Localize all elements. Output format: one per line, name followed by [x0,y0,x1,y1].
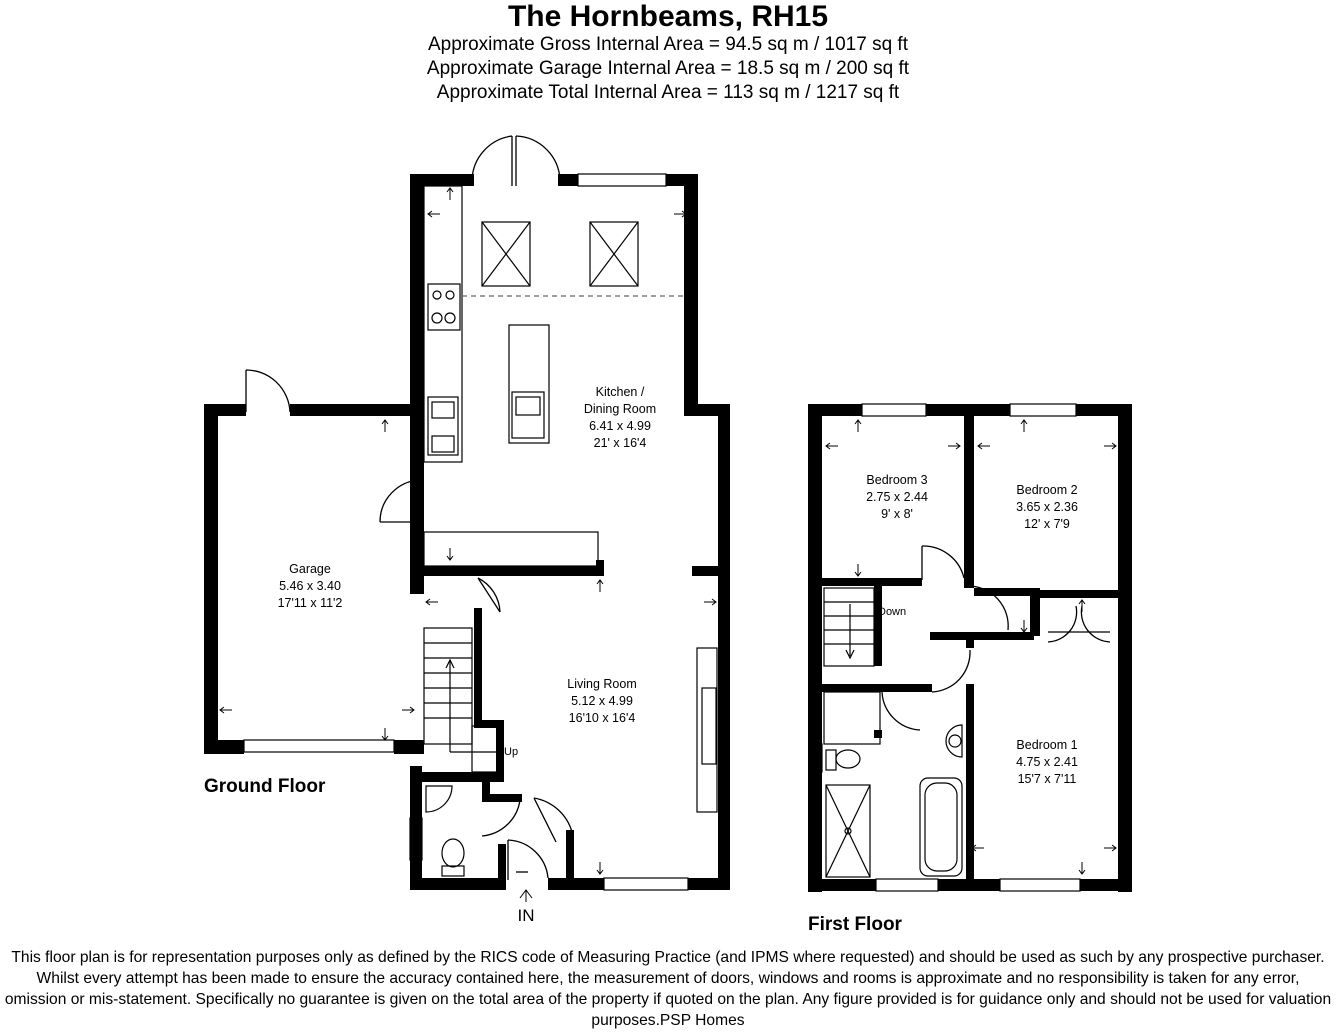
ground-stairs [424,628,500,772]
bedroom1-name: Bedroom 1 [1016,738,1078,752]
disclaimer-text: This floor plan is for representation purposes only as defined by the RICS code of Measuring Practice (and IPMS where requested) and should be used as such by any prospective purchaser. Whilst every attempt has been made to ensure the accuracy contained here, the measurement of doors, windows and rooms is approximate and no responsibility is taken for any error, omission or mis-statement. Specifically no guarantee is given on the total area of the property if quoted on the plan. Any figure provided is for guidance only and should not be used for valuation purposes.PSP Homes [4,949,1332,1029]
airing-cupboard [824,692,880,744]
first-floor-label: First Floor [808,914,902,935]
entrance-label: IN [517,906,535,925]
garage-area-text: Approximate Garage Internal Area = 18.5 sq m / 200 sq ft [426,58,910,79]
ground-floor-label: Ground Floor [204,776,326,797]
bath-icon [920,778,962,876]
fireplace [702,688,716,764]
bedroom2-metric: 3.65 x 2.36 [1016,500,1078,514]
kitchen-worktop [424,186,462,462]
basin-icon [426,786,452,812]
doors [246,136,1110,880]
bedroom3-name: Bedroom 3 [866,473,928,487]
gross-area-text: Approximate Gross Internal Area = 94.5 sq m / 1017 sq ft [427,34,908,55]
bedroom3-imperial: 9' x 8' [881,507,913,521]
stairs-down-label: Down [878,606,907,618]
windows [244,174,1080,891]
bedroom2-name: Bedroom 2 [1016,483,1078,497]
garage-metric: 5.46 x 3.40 [279,579,341,593]
kitchen-imperial: 21' x 16'4 [593,436,647,450]
living-imperial: 16'10 x 16'4 [568,711,636,725]
stairs-up-label: Up [504,746,519,758]
dimension-arrows [220,188,1116,902]
bedroom3-metric: 2.75 x 2.44 [866,490,928,504]
plan-title: The Hornbeams, RH15 [507,0,829,33]
living-metric: 5.12 x 4.99 [571,694,633,708]
toilet-icon [442,839,464,867]
fixtures [424,186,1110,877]
kitchen-name-line1: Kitchen / [595,385,645,399]
living-name: Living Room [567,677,637,691]
kitchen-metric: 6.41 x 4.99 [589,419,651,433]
total-area-text: Approximate Total Internal Area = 113 sq m / 1217 sq ft [436,82,900,103]
garage-imperial: 17'11 x 11'2 [277,596,343,610]
garage-name: Garage [289,562,331,576]
fireplace-surround [697,648,717,812]
first-floor-stairs [824,588,874,666]
bedroom1-metric: 4.75 x 2.41 [1016,755,1078,769]
hob-icon [428,284,460,330]
upper-toilet-icon [836,750,860,768]
kitchen-name-line2: Dining Room [583,402,657,416]
walls [204,174,1132,892]
bedroom2-imperial: 12' x 7'9 [1024,517,1070,531]
kitchen-island [509,325,549,443]
bedroom1-imperial: 15'7 x 7'11 [1017,772,1077,786]
